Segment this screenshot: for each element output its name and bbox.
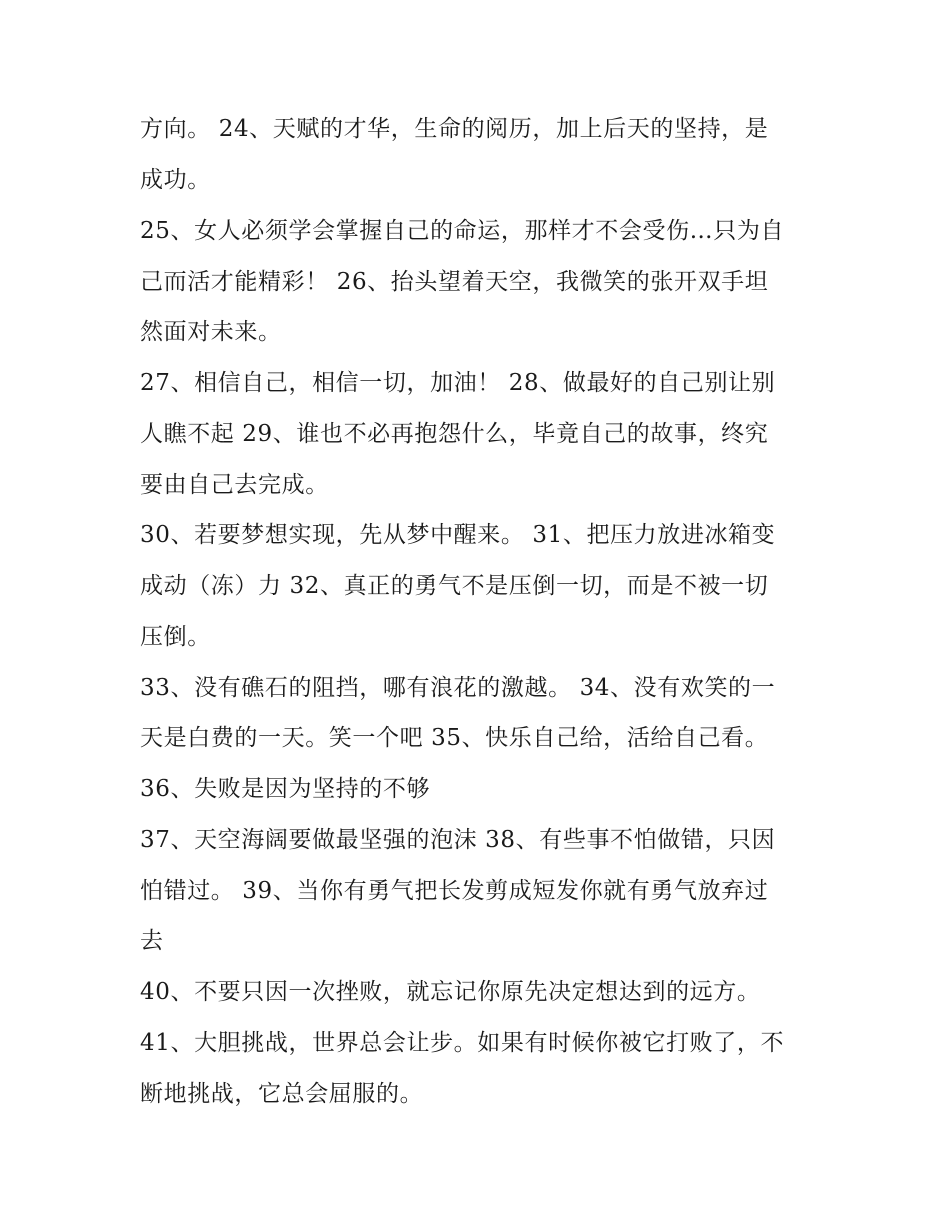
text-line: 41、大胆挑战，世界总会让步。如果有时候你被它打败了，不	[140, 1030, 785, 1056]
text-line: 然面对未来。	[140, 319, 282, 345]
text-line: 压倒。	[140, 624, 211, 650]
text-line: 要由自己去完成。	[140, 472, 329, 498]
text-line: 怕错过。 39、当你有勇气把长发剪成短发你就有勇气放弃过	[140, 878, 769, 904]
text-line: 27、相信自己，相信一切，加油！ 28、做最好的自己别让别	[140, 370, 776, 396]
text-line: 去	[140, 928, 164, 954]
text-line: 33、没有礁石的阻挡，哪有浪花的激越。 34、没有欢笑的一	[140, 675, 776, 701]
text-line: 方向。 24、天赋的才华，生命的阅历，加上后天的坚持，是	[140, 116, 769, 142]
text-line: 30、若要梦想实现，先从梦中醒来。 31、把压力放进冰箱变	[140, 522, 776, 548]
text-line: 成动（冻）力 32、真正的勇气不是压倒一切，而是不被一切	[140, 573, 769, 599]
text-line: 己而活才能精彩！ 26、抬头望着天空，我微笑的张开双手坦	[140, 269, 769, 295]
text-line: 天是白费的一天。笑一个吧 35、快乐自己给，活给自己看。	[140, 725, 769, 751]
text-line: 成功。	[140, 167, 211, 193]
text-line: 40、不要只因一次挫败，就忘记你原先决定想达到的远方。	[140, 979, 761, 1005]
text-line: 断地挑战，它总会屈服的。	[140, 1081, 424, 1107]
text-line: 36、失败是因为坚持的不够	[140, 776, 431, 802]
text-line: 人瞧不起 29、谁也不必再抱怨什么，毕竟自己的故事，终究	[140, 421, 769, 447]
text-line: 37、天空海阔要做最坚强的泡沫 38、有些事不怕做错，只因	[140, 827, 776, 853]
text-line: 25、女人必须学会掌握自己的命运，那样才不会受伤…只为自	[140, 218, 785, 244]
